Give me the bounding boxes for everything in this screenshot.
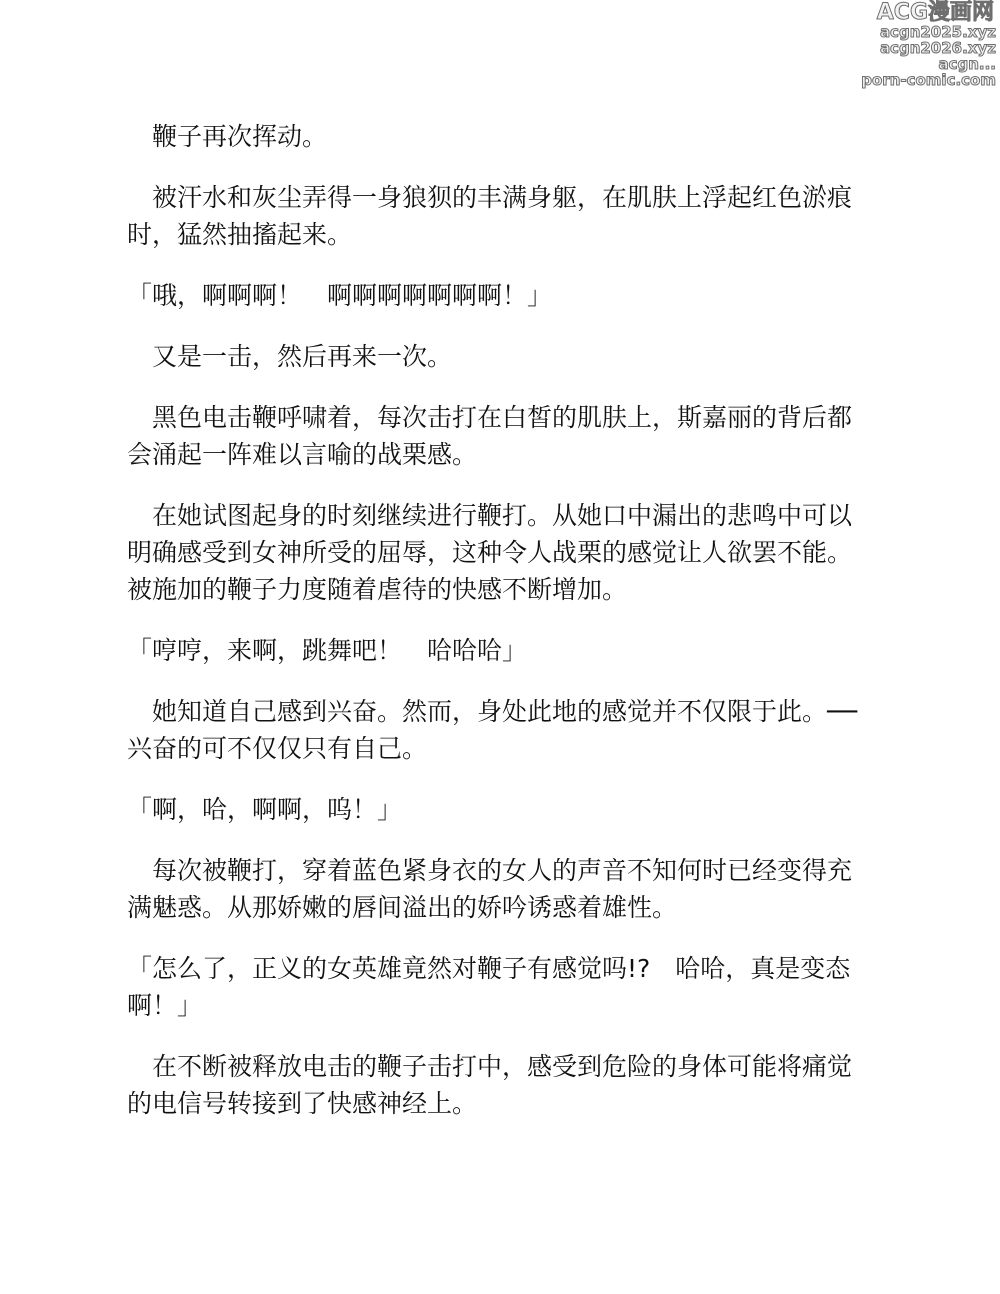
watermark-domain: porn-comic.com	[861, 71, 996, 89]
dialogue-line: 「哦，啊啊啊！ 啊啊啊啊啊啊啊！」	[127, 281, 553, 310]
narration-paragraph: 每次被鞭打，穿着蓝色紧身衣的女人的声音不知何时已经变得充满魅惑。从那娇嫩的唇间溢出的娇吟诱惑着雄性。	[127, 856, 853, 922]
narration-paragraph: 被汗水和灰尘弄得一身狼狈的丰满身躯，在肌肤上浮起红色淤痕时，猛然抽搐起来。	[127, 183, 853, 249]
dialogue-line: 「啊，哈，啊啊，呜！」	[127, 795, 403, 824]
narration-paragraph: 鞭子再次挥动。	[152, 122, 328, 151]
dialogue-line: 「哼哼，来啊，跳舞吧！ 哈哈哈」	[127, 636, 528, 665]
watermark-domain: acgn2025.xyz	[879, 23, 996, 41]
dialogue-line: 「怎么了，正义的女英雄竟然对鞭子有感觉吗!? 哈哈，真是变态啊！」	[127, 954, 851, 1020]
document-body	[127, 118, 872, 1122]
narration-paragraph: 黑色电击鞭呼啸着，每次击打在白皙的肌肤上，斯嘉丽的背后都会涌起一阵难以言喻的战栗感。	[127, 403, 853, 469]
watermark-domain: acgn...	[938, 55, 996, 73]
narration-paragraph: 她知道自己感到兴奋。然而，身处此地的感觉并不仅限于此。──兴奋的可不仅仅只有自己。	[127, 697, 858, 763]
watermark-domain: acgn2026.xyz	[879, 39, 996, 57]
narration-paragraph: 在她试图起身的时刻继续进行鞭打。从她口中漏出的悲鸣中可以明确感受到女神所受的屈辱，这种令人战栗的感觉让人欲罢不能。被施加的鞭子力度随着虐待的快感不断增加。	[127, 501, 853, 604]
watermark-brand: ACG漫画网	[876, 0, 994, 25]
narration-paragraph: 在不断被释放电击的鞭子击打中，感受到危险的身体可能将痛觉的电信号转接到了快感神经上。	[127, 1052, 853, 1118]
narration-paragraph: 又是一击，然后再来一次。	[152, 342, 453, 371]
site-watermark	[846, 2, 996, 88]
